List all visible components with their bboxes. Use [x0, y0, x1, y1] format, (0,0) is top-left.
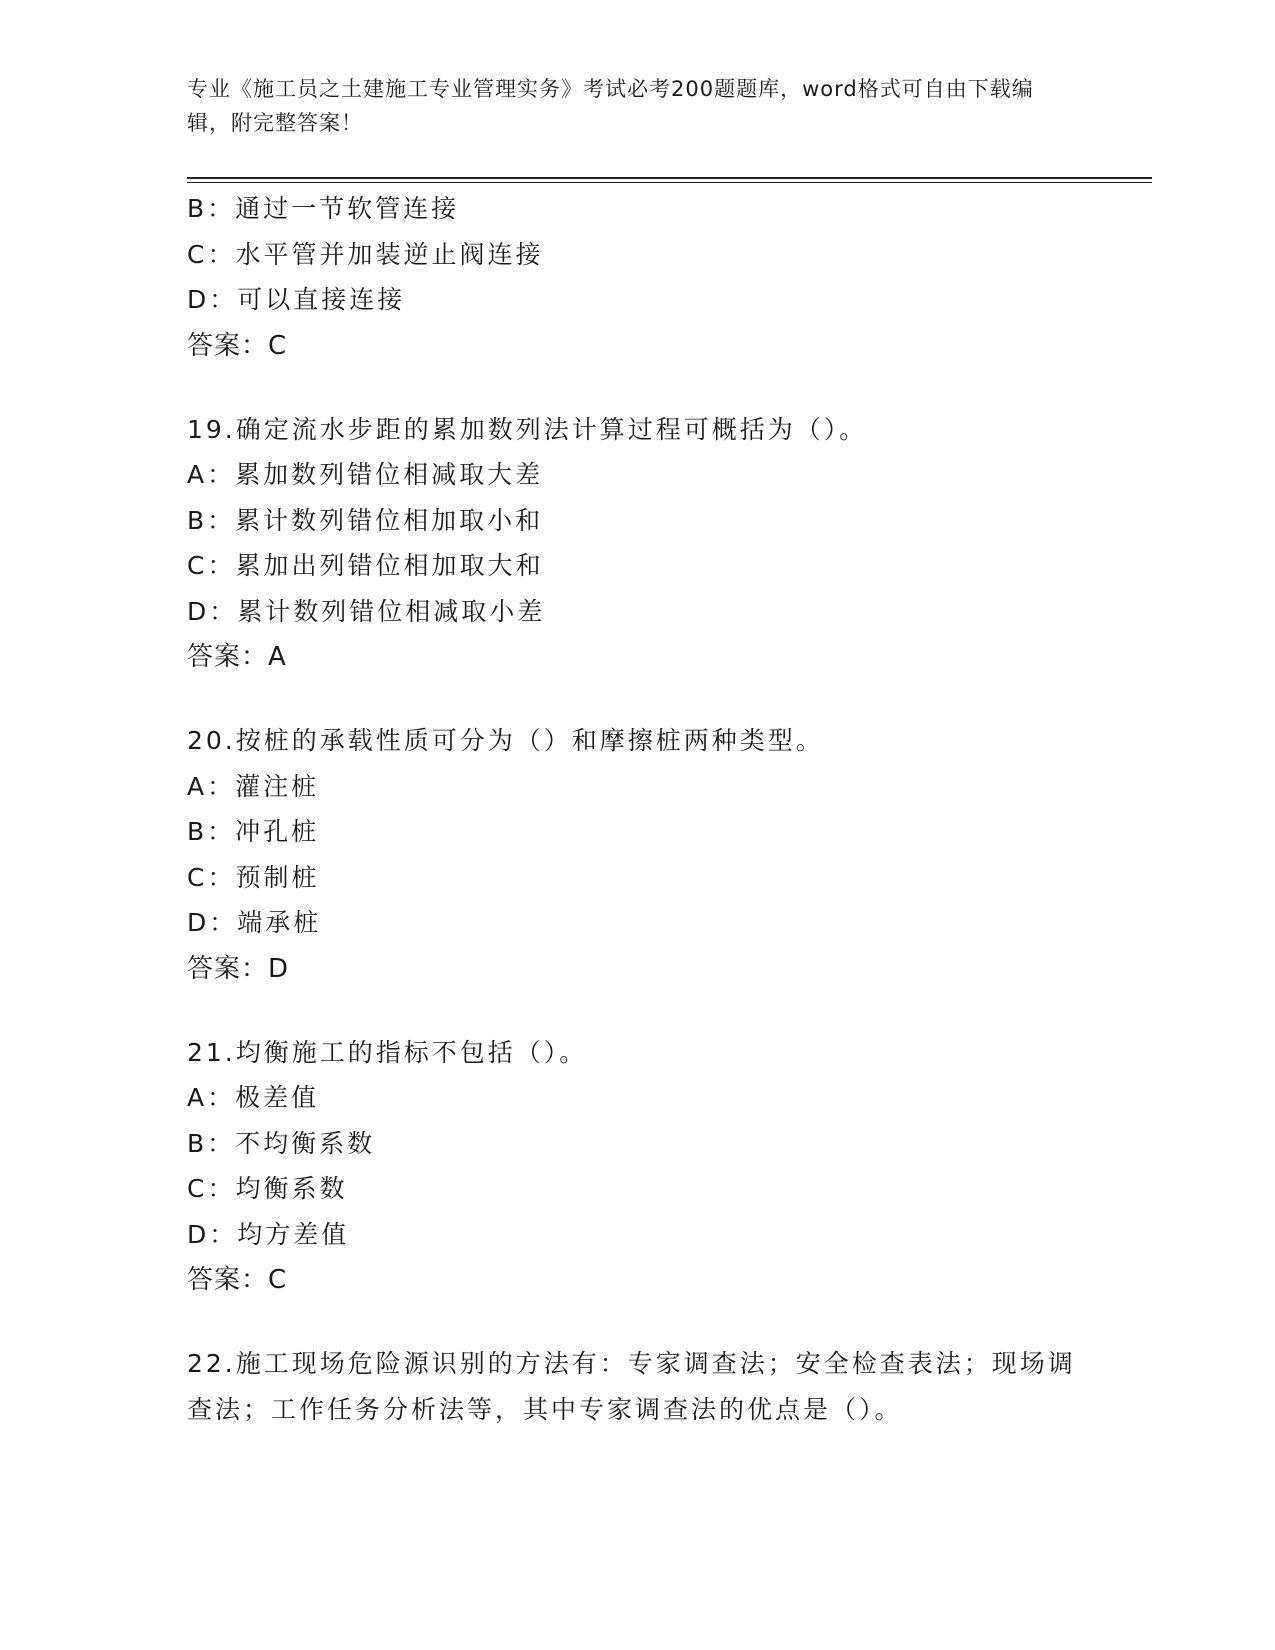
question-stem: 20.按桩的承载性质可分为（）和摩擦桩两种类型。: [187, 726, 824, 755]
option-c: C：预制桩: [187, 862, 320, 892]
option-c: C：水平管并加装逆止阀连接: [187, 239, 544, 269]
header-divider: [187, 177, 1152, 183]
question-stem: 22.施工现场危险源识别的方法有：专家调查法；安全检查表法；现场调查法；工作任务分析法等，其中专家调查法的优点是（）。: [187, 1349, 1076, 1424]
question-21: [187, 1030, 1087, 1304]
option-d: D：端承桩: [187, 908, 322, 937]
option-a: A：累加数列错位相减取大差: [187, 460, 544, 489]
question-list: [187, 186, 1087, 1432]
document-header: 专业《施工员之土建施工专业管理实务》考试必考200题题库，word格式可自由下载编辑，附完整答案！: [187, 77, 1034, 135]
option-b: B：累计数列错位相加取小和: [187, 505, 544, 535]
question-18-continued: [187, 186, 1087, 369]
option-b: B：冲孔桩: [187, 817, 320, 846]
option-b: B：通过一节软管连接: [187, 194, 460, 223]
option-b: B：不均衡系数: [187, 1128, 376, 1158]
option-d: D：均方差值: [187, 1219, 350, 1249]
answer: 答案：C: [187, 1265, 288, 1295]
answer: 答案：C: [187, 330, 288, 361]
answer: 答案：D: [187, 953, 290, 984]
question-22: [187, 1341, 1087, 1432]
question-19: [187, 407, 1087, 681]
option-d: D：可以直接连接: [187, 285, 406, 314]
option-c: C：均衡系数: [187, 1174, 348, 1203]
option-a: A：极差值: [187, 1083, 320, 1112]
question-stem: 19.确定流水步距的累加数列法计算过程可概括为（）。: [187, 414, 868, 444]
option-c: C：累加出列错位相加取大和: [187, 551, 544, 580]
option-d: D：累计数列错位相减取小差: [187, 596, 546, 626]
question-stem: 21.均衡施工的指标不包括（）。: [187, 1037, 588, 1067]
option-a: A：灌注桩: [187, 771, 320, 801]
question-20: [187, 718, 1087, 992]
answer: 答案：A: [187, 642, 287, 672]
